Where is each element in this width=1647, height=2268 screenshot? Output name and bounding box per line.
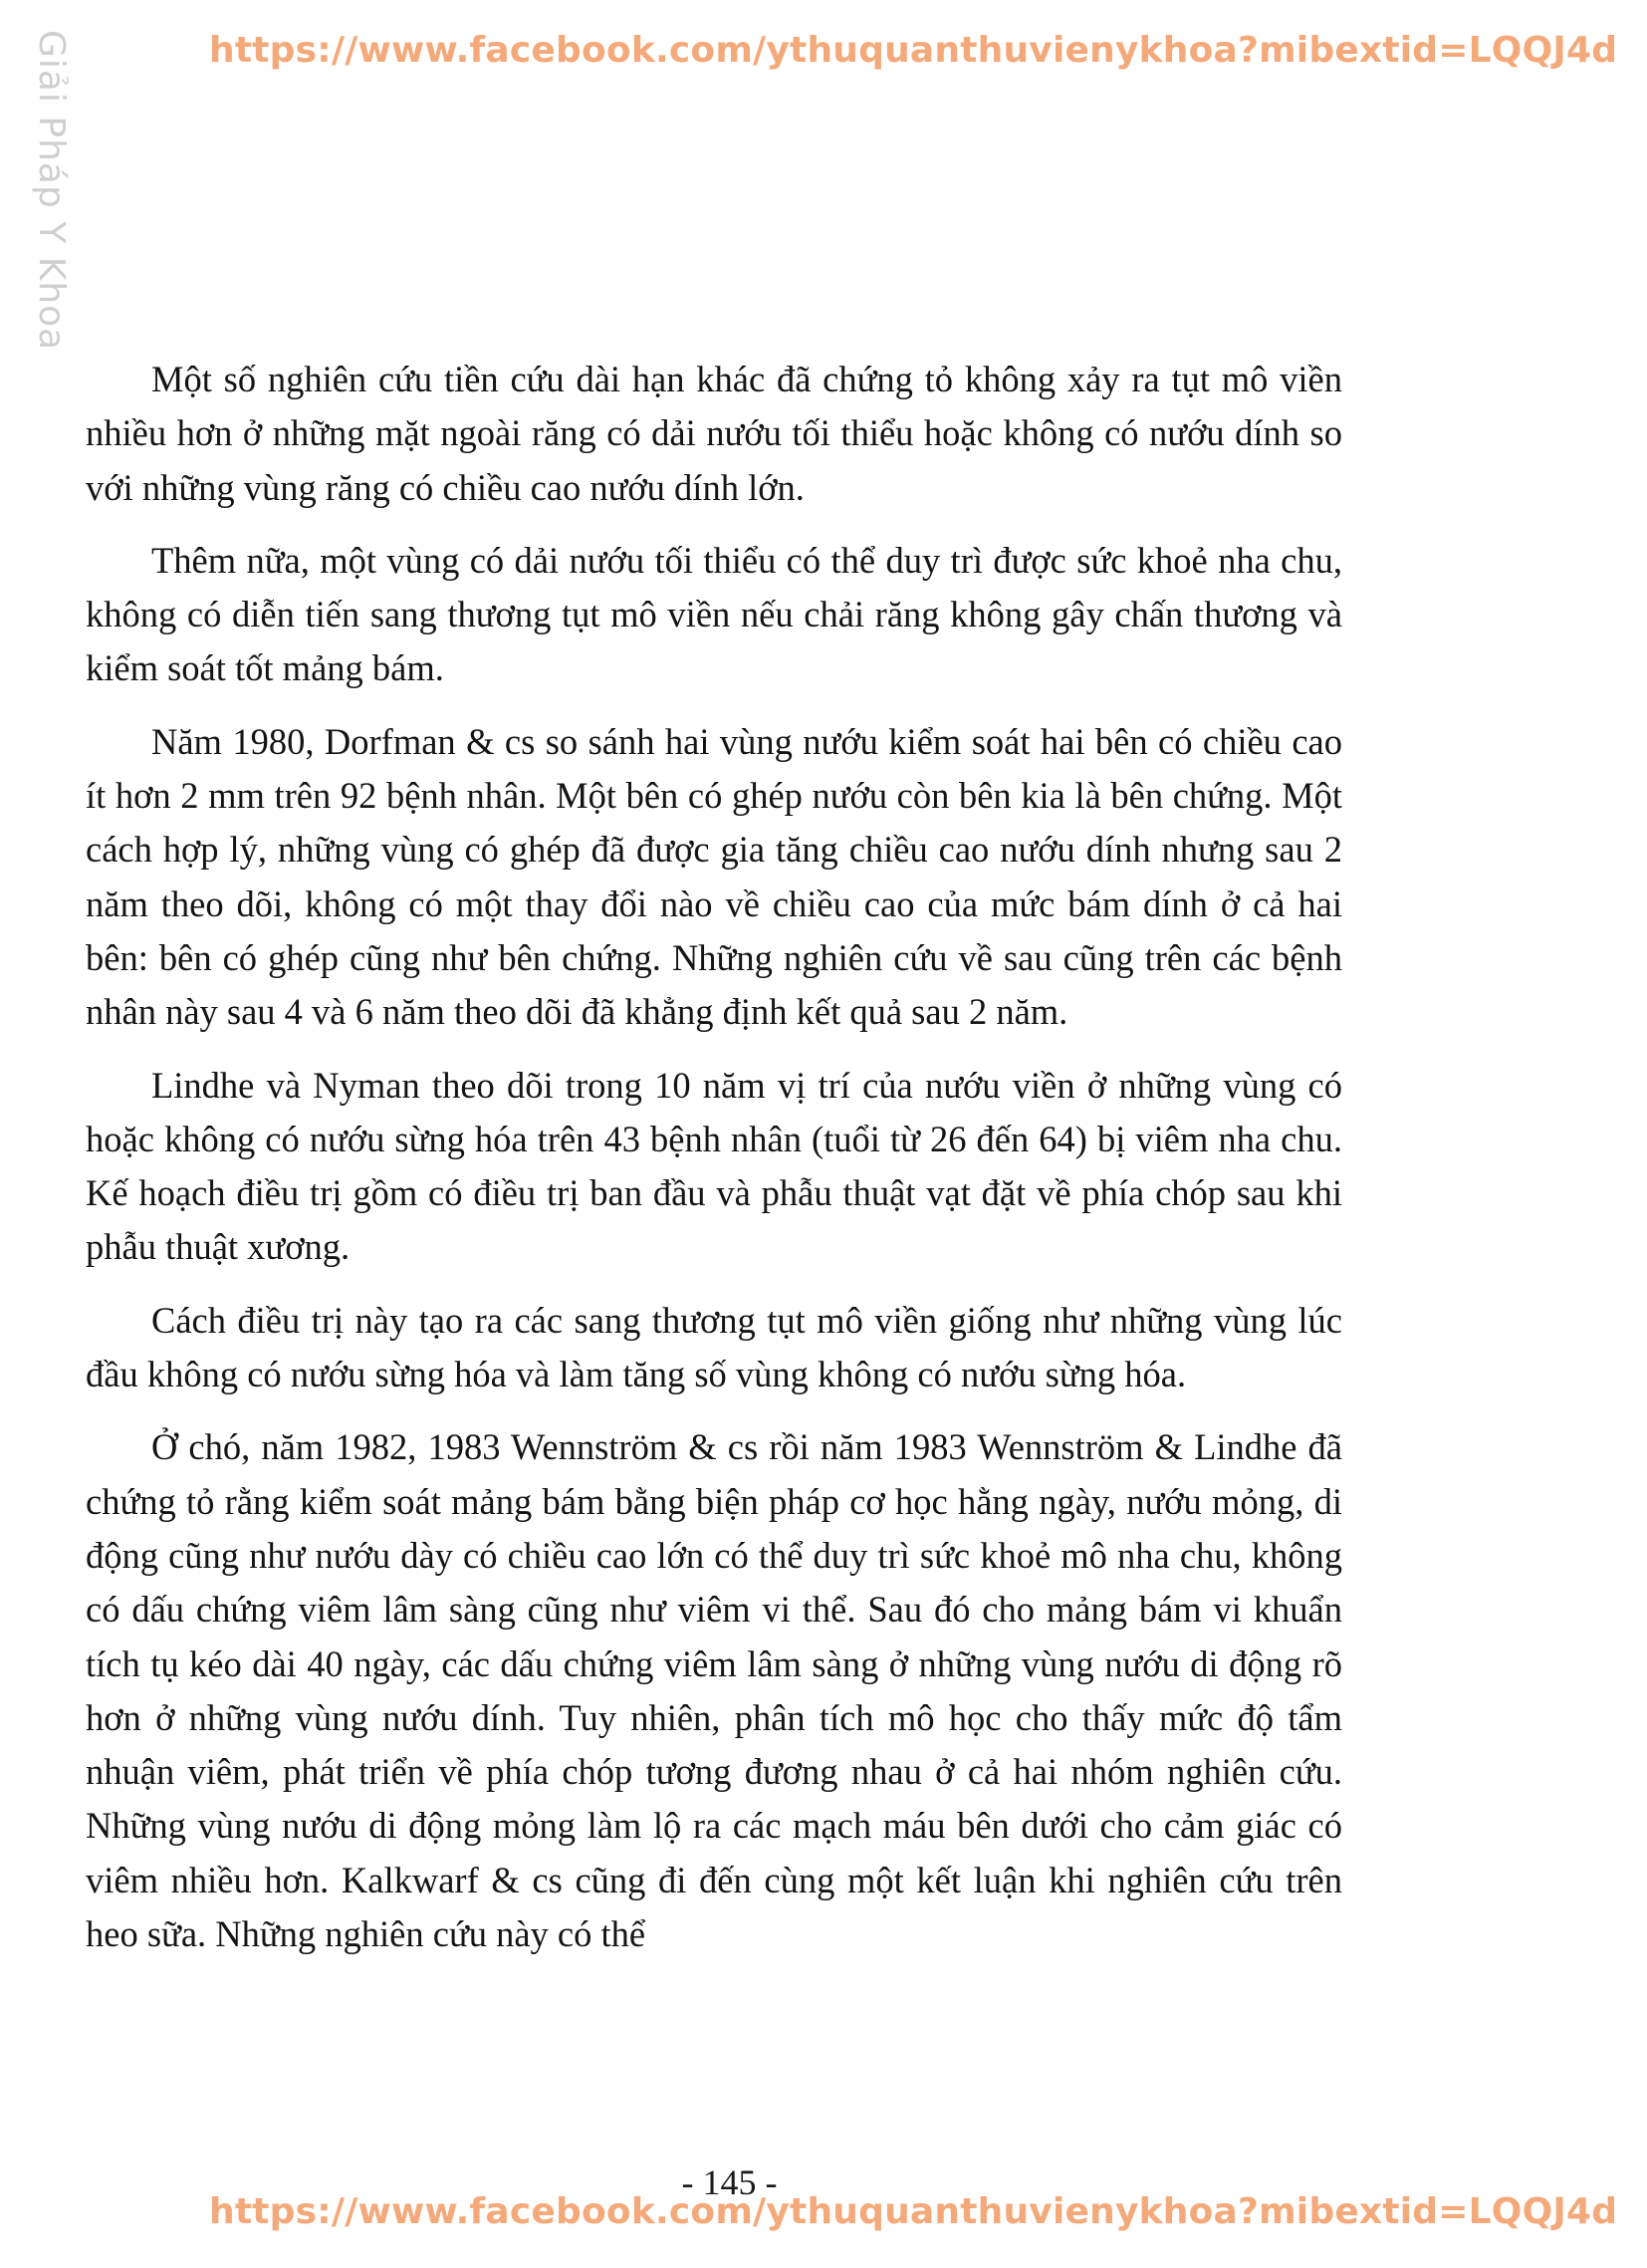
paragraph-5: Cách điều trị này tạo ra các sang thương tụt mô viền giống như những vùng lúc đầu không có nướu sừng hóa và làm tăng số vùng không có nướu sừng hóa. [86, 1299, 1342, 1395]
paragraph-1: Một số nghiên cứu tiền cứu dài hạn khác đã chứng tỏ không xảy ra tụt mô viền nhiều hơn ở những mặt ngoài răng có dải nướu tối thiểu hoặc không có nướu dính so với những vùng răng có chiều cao nướu dính lớn. [86, 359, 1342, 508]
header-watermark-link[interactable]: https://www.facebook.com/ythuquanthuvienykhoa?mibextid=LQQJ4d [209, 30, 1618, 71]
page-body [86, 353, 1342, 1980]
paragraph-3: Năm 1980, Dorfman & cs so sánh hai vùng nướu kiểm soát hai bên có chiều cao ít hơn 2 mm trên 92 bệnh nhân. Một bên có ghép nướu còn bên kia là bên chứng. Một cách hợp lý, những vùng có ghép đã được gia tăng chiều cao nướu dính nhưng sau 2 năm theo dõi, không có một thay đổi nào về chiều cao của mức bám dính ở cả hai bên: bên có ghép cũng như bên chứng. Những nghiên cứu về sau cũng trên các bệnh nhân này sau 4 và 6 năm theo dõi đã khẳng định kết quả sau 2 năm. [86, 720, 1342, 1033]
footer-watermark-link[interactable]: https://www.facebook.com/ythuquanthuvienykhoa?mibextid=LQQJ4d [209, 2191, 1618, 2232]
paragraph-6: Ở chó, năm 1982, 1983 Wennström & cs rồi năm 1983 Wennström & Lindhe đã chứng tỏ rằng kiểm soát mảng bám bằng biện pháp cơ học hằng ngày, nướu mỏng, di động cũng như nướu dày có chiều cao lớn có thể duy trì sức khoẻ mô nha chu, không có dấu chứng viêm lâm sàng cũng như viêm vi thể. Sau đó cho mảng bám vi khuẩn tích tụ kéo dài 40 ngày, các dấu chứng viêm lâm sàng ở những vùng nướu di động rõ hơn ở những vùng nướu dính. Tuy nhiên, phân tích mô học cho thấy mức độ tẩm nhuận viêm, phát triển về phía chóp tương đương nhau ở cả hai nhóm nghiên cứu. Những vùng nướu di động mỏng làm lộ ra các mạch máu bên dưới cho cảm giác có viêm nhiều hơn. Kalkwarf & cs cũng đi đến cùng một kết luận khi nghiên cứu trên heo sữa. Những nghiên cứu này có thể [86, 1426, 1342, 1955]
side-watermark: Giải Pháp Y Khoa [31, 30, 72, 352]
paragraph-4: Lindhe và Nyman theo dõi trong 10 năm vị trí của nướu viền ở những vùng có hoặc không có nướu sừng hóa trên 43 bệnh nhân (tuổi từ 26 đến 64) bị viêm nha chu. Kế hoạch điều trị gồm có điều trị ban đầu và phẫu thuật vạt đặt về phía chóp sau khi phẫu thuật xương. [86, 1064, 1342, 1268]
paragraph-2: Thêm nữa, một vùng có dải nướu tối thiểu có thể duy trì được sức khoẻ nha chu, không có diễn tiến sang thương tụt mô viền nếu chải răng không gây chấn thương và kiểm soát tốt mảng bám. [86, 539, 1342, 689]
page-number: - 145 - [681, 2162, 778, 2202]
